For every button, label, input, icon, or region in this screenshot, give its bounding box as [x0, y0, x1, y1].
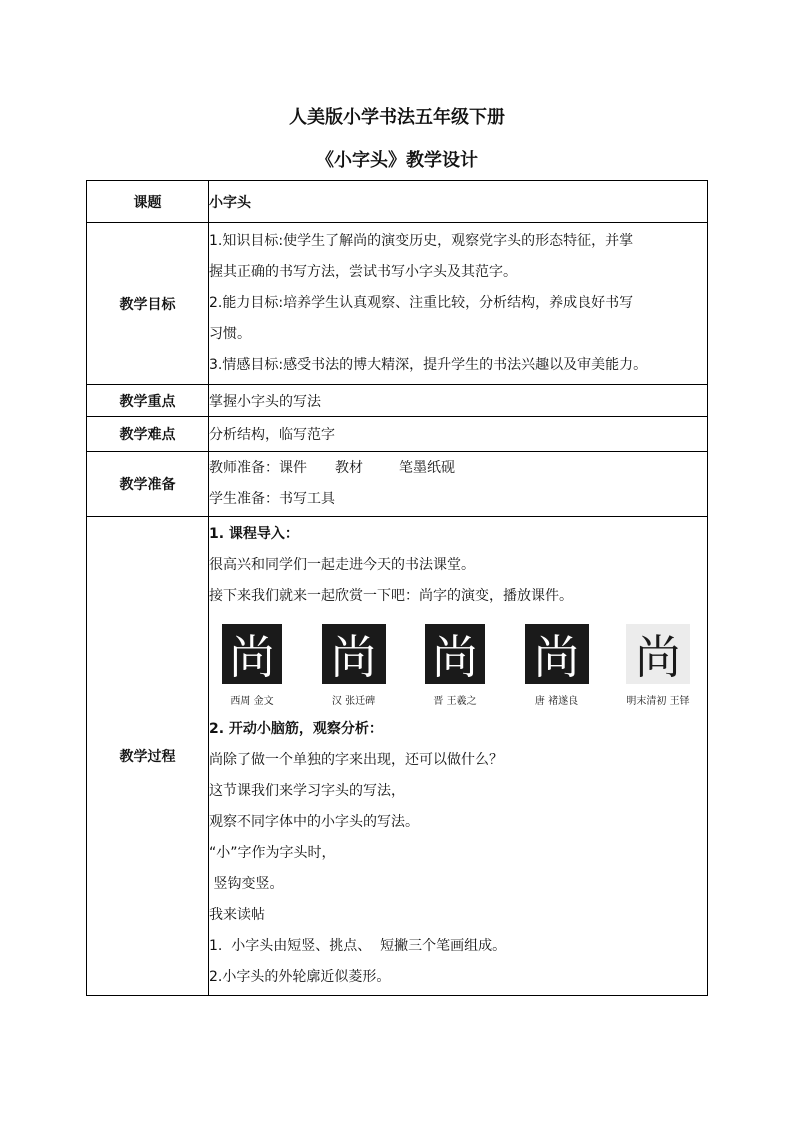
label-goals: 教学目标 [87, 223, 209, 385]
document-subtitle: 《小字头》教学设计 [316, 150, 478, 171]
calligraphy-image: 尚 [322, 624, 386, 684]
character-evolution-strip [209, 612, 707, 707]
analysis-line: 1. 小字头由短竖、挑点、 短撇三个笔画组成。 [209, 938, 507, 954]
goal-line: 1.知识目标:使学生了解尚的演变历史，观察党字头的形态特征，并掌 [209, 233, 634, 249]
evolution-caption: 明末清初 王铎 [626, 696, 690, 707]
analysis-line: 我来读帖 [209, 907, 265, 923]
analysis-line: “小”字作为字头时， [209, 845, 336, 861]
value-process [209, 517, 708, 996]
analysis-line: 2.小字头的外轮廓近似菱形。 [209, 969, 391, 985]
intro-line: 很高兴和同学们一起走进今天的书法课堂。 [209, 557, 475, 573]
label-prep: 教学准备 [87, 452, 209, 517]
row-key [87, 385, 708, 417]
value-goals [209, 223, 708, 385]
label-key: 教学重点 [87, 385, 209, 417]
goal-line: 习惯。 [209, 326, 251, 342]
value-topic: 小字头 [209, 181, 708, 223]
prep-student: 学生准备：书写工具 [209, 491, 335, 507]
evolution-item [209, 624, 295, 707]
analysis-heading: 2. 开动小脑筋，观察分析： [209, 721, 383, 737]
calligraphy-image: 尚 [626, 624, 690, 684]
evolution-item [514, 624, 600, 707]
row-goals [87, 223, 708, 385]
analysis-line: 观察不同字体中的小字头的写法。 [209, 814, 419, 830]
evolution-caption: 晋 王羲之 [433, 696, 477, 707]
analysis-line: 这节课我们来学习字头的写法， [209, 783, 405, 799]
evolution-caption: 汉 张迁碑 [331, 696, 376, 707]
goal-line: 3.情感目标:感受书法的博大精深，提升学生的书法兴趣以及审美能力。 [209, 357, 648, 373]
prep-teacher-tools: 笔墨纸砚 [399, 460, 455, 476]
prep-teacher [209, 453, 707, 484]
evolution-caption: 西周 金文 [230, 696, 274, 707]
row-difficulty [87, 417, 708, 452]
analysis-line: 竖钩变竖。 [209, 876, 284, 892]
row-process [87, 517, 708, 996]
prep-teacher-prefix: 教师准备：课件 [209, 460, 307, 476]
calligraphy-image: 尚 [425, 624, 485, 684]
lesson-plan-table [86, 180, 708, 996]
evolution-item [311, 624, 397, 707]
value-key: 掌握小字头的写法 [209, 385, 708, 417]
evolution-caption: 唐 褚遂良 [534, 696, 579, 707]
evolution-item [412, 624, 498, 707]
goal-line: 2.能力目标:培养学生认真观察、注重比较，分析结构，养成良好书写 [209, 295, 634, 311]
label-topic: 课题 [87, 181, 209, 223]
prep-teacher-material: 教材 [335, 460, 363, 476]
value-difficulty: 分析结构，临写范字 [209, 417, 708, 452]
label-process: 教学过程 [87, 517, 209, 996]
analysis-line: 尚除了做一个单独的字来出现，还可以做什么？ [209, 752, 503, 768]
value-prep [209, 452, 708, 517]
row-topic [87, 181, 708, 223]
goal-line: 握其正确的书写方法，尝试书写小字头及其范字。 [209, 264, 517, 280]
evolution-item [615, 624, 701, 707]
calligraphy-image: 尚 [525, 624, 589, 684]
row-prep [87, 452, 708, 517]
document-title: 人美版小学书法五年级下册 [289, 107, 505, 128]
label-difficulty: 教学难点 [87, 417, 209, 452]
calligraphy-image: 尚 [222, 624, 282, 684]
intro-line: 接下来我们就来一起欣赏一下吧：尚字的演变，播放课件。 [209, 588, 573, 604]
intro-heading: 1. 课程导入： [209, 526, 299, 542]
